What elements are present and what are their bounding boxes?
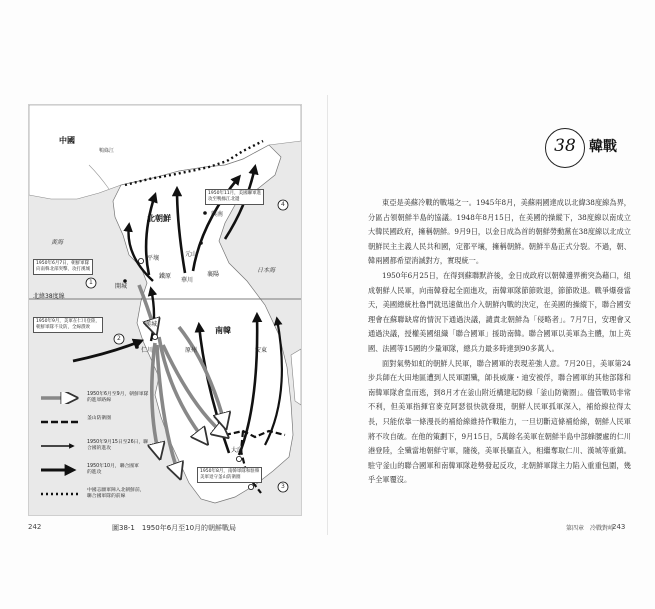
label-tiejuan: 鐵原 bbox=[159, 273, 172, 280]
paragraph: 面對氣勢如虹的朝鮮人民軍，聯合國軍的表現差強人意。7月20日，美軍第24步兵師在大田地區遭到人民軍圍殲，師長威廉・迪安被俘，聯合國軍的其他部隊和南韓軍隊倉皇而逃，到8月才在釜山附近構建起防線「釜山防衛圈」。儘管戰局非常不利，但美軍指揮官麥克阿瑟很快就發現，朝鮮人民軍孤軍深入，補給線拉得太長，只能依靠一條漫長的補給線維持作戰能力，一旦切斷這條補給線，朝鮮人民軍將不攻自破。在他的策劃下，9月15日，5萬餘名美軍在朝鮮半島中部蜂腰處的仁川港登陸，全殲當地朝鮮守軍，隨後，美軍長驅直入，相繼奪取仁川、漢城等重鎮。駐守釜山的聯合國軍和南韓軍隊趁勢發起反攻，北朝鮮軍隊主力陷入重重包圍，幾乎全軍覆沒。 bbox=[368, 358, 631, 485]
legend-text: 1950年9月15日至26日，聯 合國的進攻 bbox=[87, 440, 149, 451]
marker-1: 1 bbox=[89, 279, 93, 286]
label-north-korea: 北朝鮮 bbox=[147, 214, 171, 223]
chapter-body bbox=[368, 196, 631, 488]
paragraph: 1950年6月25日，在得到蘇聯默許後，金日成政府以朝韓邊界衝突為藉口，組成朝鮮人民軍，向南韓發起全面進攻，南韓軍隊節節敗退，節節敗退。戰爭爆發當天，美國總統杜魯門就迅速做出介入朝鮮內戰的決定，在美國的操縱下，聯合國安理會在蘇聯缺席的情況下通過決議，譴責北朝鮮為「侵略者」。7月7日，安理會又通過決議，授權美國組織「聯合國軍」援助南韓。聯合國軍以美軍為主體，加上英國、法國等15國的少量軍隊，總兵力最多時達到90多萬人。 bbox=[368, 270, 631, 353]
label-south-korea: 南韓 bbox=[215, 326, 231, 335]
map-caption: 圖38-1 1950年6月至10月的朝鮮戰局 bbox=[112, 524, 237, 532]
callout-june-invasion: 1950年6月7日，朝鮮軍隊 向南韓北部突擊，攻打漢城 bbox=[33, 259, 93, 275]
marker-4: 4 bbox=[281, 201, 285, 208]
legend-text: 中國志願軍陣入北朝鮮前， 聯合國軍隊的前線 bbox=[87, 488, 145, 499]
label-incheon: 仁川 bbox=[141, 347, 154, 354]
legend-text: 1950年10月，聯合國軍 的進攻 bbox=[87, 464, 139, 475]
label-hwachon: 華川 bbox=[181, 277, 194, 284]
label-china: 中國 bbox=[59, 136, 75, 145]
legend-un-oct-swatch bbox=[39, 464, 83, 476]
label-xiangyang: 襄陽 bbox=[207, 271, 220, 278]
legend-un-oct bbox=[39, 462, 151, 486]
running-head: 第四章 冷戰對峙 bbox=[566, 525, 615, 532]
chapter-title: 韓戰 bbox=[589, 139, 617, 155]
callout-incheon: 1950年9月，美軍在仁川登陸， 朝鮮軍隊不及防，全線潰敗 bbox=[33, 317, 103, 333]
pyongyang-dot bbox=[138, 258, 143, 263]
book-spine bbox=[327, 95, 328, 535]
japan-landmass bbox=[291, 349, 301, 405]
chapter-number-badge bbox=[545, 128, 585, 168]
legend-un-front bbox=[39, 486, 151, 510]
label-yalu: 鴨綠江 bbox=[99, 148, 115, 154]
chapter-number: 38 bbox=[554, 136, 576, 156]
callout-busan: 1950年8月，南韓軍隊和駐韓 美軍退守釜山防衛圈 bbox=[197, 467, 262, 483]
legend-text: 1950年6月至9月，朝鮮軍隊 的進軍路線 bbox=[87, 392, 149, 403]
label-taegu: 大邱 bbox=[231, 447, 244, 454]
label-andong: 安東 bbox=[255, 347, 268, 354]
label-pyongyang: 平壤 bbox=[147, 255, 160, 262]
legend-nk-advance-swatch bbox=[39, 392, 83, 404]
legend-un-sept-swatch bbox=[39, 440, 83, 452]
incheon-dot bbox=[135, 345, 139, 349]
legend-busan-perimeter bbox=[39, 414, 151, 438]
wonsan-dot bbox=[199, 241, 203, 245]
un-incheon-landing bbox=[73, 341, 141, 361]
callout-yalu: 1950年11月，美國聯軍進 攻至鴨綠江北邊 bbox=[205, 189, 264, 205]
label-seoul: 漢城 bbox=[145, 321, 158, 328]
label-hungnam: 興南 bbox=[211, 211, 224, 218]
hungnam-dot bbox=[203, 211, 207, 215]
taegu-dot bbox=[236, 456, 241, 461]
marker-2: 2 bbox=[117, 335, 121, 342]
korean-war-map bbox=[28, 104, 302, 516]
label-sea-of-japan: 日本海 bbox=[257, 267, 276, 274]
label-yellow-sea: 黃海 bbox=[51, 239, 64, 246]
right-page-number: 243 bbox=[612, 523, 626, 531]
marker-3: 3 bbox=[281, 483, 285, 490]
map-legend bbox=[39, 390, 151, 510]
legend-text: 釜山防衛圈 bbox=[87, 416, 111, 421]
label-38-parallel: 北緯38度線 bbox=[33, 293, 65, 300]
paragraph: 東亞是美蘇冷戰的戰場之一。1945年8月，美蘇兩國達成以北緯38度線為界，分區占領朝鮮半島的協議。1948年8月15日，在美國的操縱下，38度線以南成立大韓民國政府，擁稱朝鮮。9月9日，以金日成為首的朝鮮勞動黨在38度線以北成立朝鮮民主主義人民共和國，定都平壤，擁稱朝鮮。朝鮮半島正式分裂。不過，朝、韓兩國都希望消滅對方，實現統一。 bbox=[368, 198, 631, 266]
legend-busan-swatch bbox=[39, 416, 83, 428]
legend-un-sept bbox=[39, 438, 151, 462]
legend-un-front-swatch bbox=[39, 488, 83, 500]
seoul-dot bbox=[152, 334, 157, 339]
label-kaesong: 開城 bbox=[115, 283, 128, 290]
label-wonju: 原州 bbox=[185, 347, 198, 354]
left-page-number: 242 bbox=[28, 523, 42, 531]
label-wonsan: 元山 bbox=[185, 251, 198, 258]
legend-nk-advance bbox=[39, 390, 151, 414]
busan-dot bbox=[248, 484, 253, 489]
